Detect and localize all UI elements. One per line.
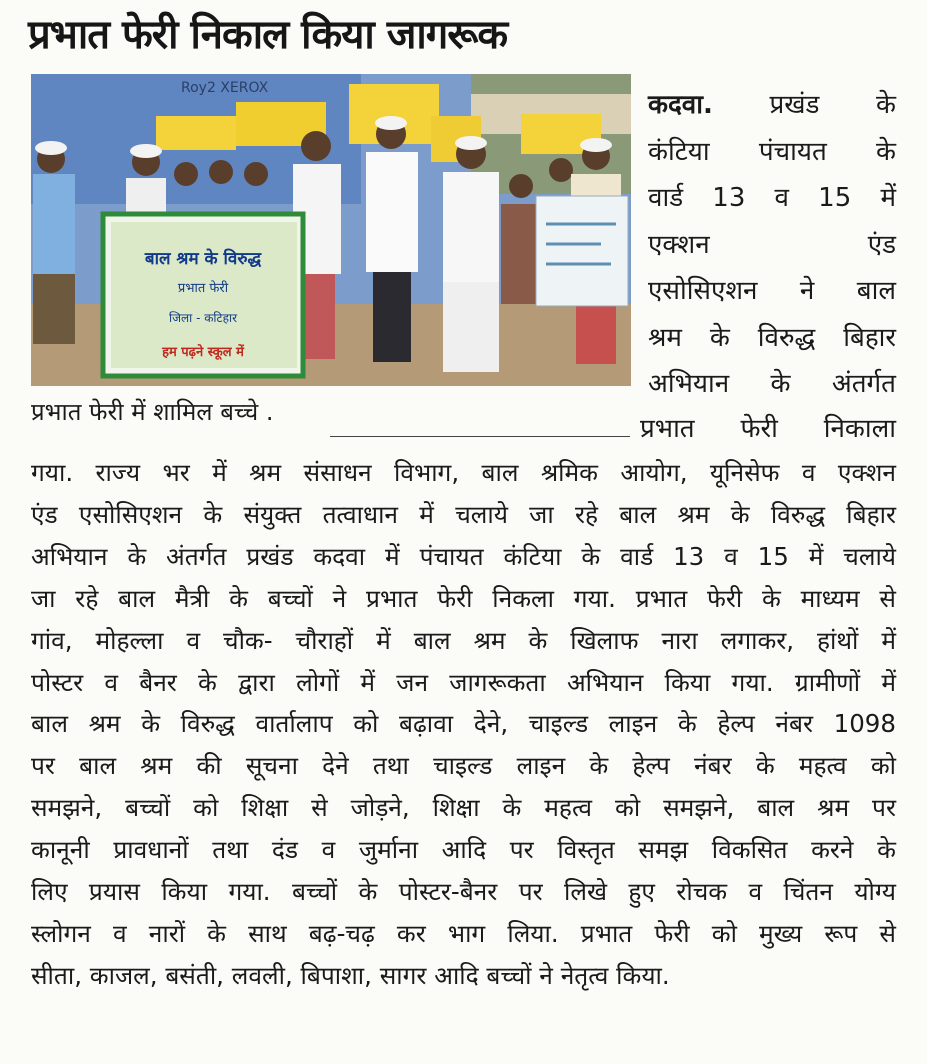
body-line-9: समझने, बच्चों को शिक्षा से जोड़ने, शिक्षा के महत्व को समझने, बाल श्रम पर (31, 793, 896, 823)
news-photo (31, 74, 631, 386)
body-line-6: पोस्टर व बैनर के द्वारा लोगों में जन जागरूकता अभियान किया गया. ग्रामीणों में (31, 667, 896, 697)
article-body (31, 452, 896, 997)
side-line-5: एसोसिएशन ने बाल (648, 276, 896, 306)
rally-photo-illustration (31, 74, 631, 386)
caption-rule (330, 436, 630, 437)
dateline: कदवा. (648, 90, 713, 120)
body-line-7: बाल श्रम के विरुद्ध वार्तालाप को बढ़ावा देने, चाइल्ड लाइन के हेल्प नंबर 1098 (31, 709, 896, 739)
side-line-1: कदवा. प्रखंड के (648, 90, 896, 120)
body-line-11: लिए प्रयास किया गया. बच्चों के पोस्टर-बैनर पर लिखे हुए रोचक व चिंतन योग्य (31, 877, 896, 907)
body-line-12: स्लोगन व नारों के साथ बढ़-चढ़ कर भाग लिया. प्रभात फेरी को मुख्य रूप से (31, 918, 896, 948)
side-column (648, 82, 896, 408)
banner-line-3: जिला - कटिहार (169, 311, 237, 325)
side-line-3: वार्ड 13 व 15 में (648, 183, 896, 213)
side-line-2: कंटिया पंचायत के (648, 136, 896, 167)
banner-line-2: प्रभात फेरी (177, 281, 229, 296)
side-line-6: श्रम के विरुद्ध बिहार (648, 322, 896, 353)
body-line-13: सीता, काजल, बसंती, लवली, बिपाशा, सागर आदि बच्चों ने नेतृत्व किया. (31, 960, 670, 990)
headline: प्रभात फेरी निकाल किया जागरूक (28, 12, 508, 58)
body-line-8: पर बाल श्रम की सूचना देने तथा चाइल्ड लाइन के हेल्प नंबर के महत्व को (31, 751, 896, 781)
body-line-2: एंड एसोसिएशन के संयुक्त तत्वाधान में चलाये जा रहे बाल श्रम के विरुद्ध बिहार (31, 499, 896, 529)
body-line-5: गांव, मोहल्ला व चौक- चौराहों में बाल श्रम के खिलाफ नारा लगाकर, हांथों में (31, 625, 896, 655)
banner-line-1: बाल श्रम के विरुद्ध (144, 249, 262, 269)
side-line-7: अभियान के अंतर्गत (648, 369, 896, 399)
banner-line-4: हम पढ़ने स्कूल में (162, 345, 244, 360)
body-line-3: अभियान के अंतर्गत प्रखंड कदवा में पंचायत कंटिया के वार्ड 13 व 15 में चलाये (31, 541, 896, 571)
body-line-4: जा रहे बाल मैत्री के बच्चों ने प्रभात फेरी निकला गया. प्रभात फेरी के माध्यम से (31, 583, 896, 613)
body-line-1: गया. राज्य भर में श्रम संसाधन विभाग, बाल श्रमिक आयोग, यूनिसेफ व एक्शन (31, 458, 896, 487)
side-line-8: प्रभात फेरी निकाला (640, 414, 896, 444)
side-line-4: एक्शन एंड (648, 229, 896, 260)
wall-text: Roy2 XEROX (181, 80, 269, 96)
photo-caption: प्रभात फेरी में शामिल बच्चे . (31, 398, 274, 426)
body-line-10: कानूनी प्रावधानों तथा दंड व जुर्माना आदि पर विस्तृत समझ विकसित करने के (31, 835, 896, 865)
